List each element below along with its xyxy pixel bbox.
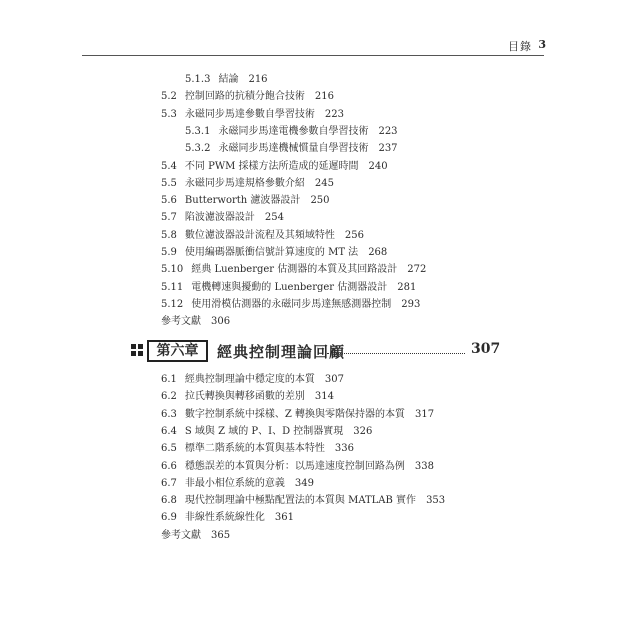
toc-entry-page: 223 [378,125,398,137]
toc-entry-number: 5.6 [161,195,177,207]
toc-entry-title: 拉氏轉換與轉移函數的差別 [184,391,305,403]
toc-entry-page: 256 [344,229,364,241]
toc-entry-page: 250 [310,195,330,207]
toc-entry-title: 結論 [218,74,239,85]
toc-entry-title: 永磁同步馬達參數自學習技術 [184,108,315,120]
toc-entry-page: 245 [314,177,334,189]
toc-entry-title: 使用編碼器脈衝信號計算速度的 MT 法 [184,247,359,258]
toc-entry-page: 254 [264,212,284,224]
toc-entry-number: 5.7 [161,212,177,224]
toc-entry [161,530,230,542]
toc-entry-page: 365 [211,529,231,541]
toc-entry-title: S 域與 Z 域的 P、I、D 控制器實現 [184,425,344,437]
toc-entry-page: 293 [401,298,421,310]
chapter-leader-dots [327,353,465,354]
toc-entry [161,391,334,403]
toc-entry-title: 參考文獻 [161,316,201,328]
toc-entry [161,282,416,294]
toc-entry-title: 非最小相位系統的意義 [184,477,285,489]
toc-entry-number: 5.12 [161,298,184,310]
chapter-label: 第六章 [147,340,208,362]
toc-entry [161,478,314,490]
toc-entry-page: 216 [314,91,334,103]
toc-entry-title: 使用滑模估測器的永磁同步馬達無感測器控制 [191,298,392,310]
toc-entry [161,91,334,103]
toc-entry [161,461,434,473]
toc-entry [161,264,426,276]
toc-entry-title: 永磁同步馬達機械慣量自學習技術 [218,143,369,155]
toc-entry-title: 非線性系統線性化 [184,512,265,524]
toc-entry-page: 240 [368,160,388,172]
toc-entry-number: 6.6 [161,460,177,472]
chapter-heading [131,340,501,364]
toc-entry-number: 6.7 [161,477,177,489]
toc-entry [161,178,334,190]
toc-entry-page: 272 [407,264,427,276]
toc-entry-title: 經典控制理論中穩定度的本質 [184,374,315,385]
toc-entry [185,126,398,138]
toc-entry-title: 電機轉速與擾動的 Luenberger 估測器設計 [191,281,388,293]
toc-entry-number: 6.4 [161,425,177,437]
toc-entry-page: 361 [274,512,294,524]
toc-entry-page: 237 [378,143,398,155]
toc-entry-page: 268 [368,247,388,258]
toc-entry-page: 223 [324,108,344,120]
toc-entry-page: 336 [334,443,354,455]
toc-entry-number: 5.10 [161,264,184,276]
chapter-marker-icon [131,344,145,360]
toc-entry-number: 5.9 [161,247,177,258]
toc-entry-number: 6.1 [161,374,177,385]
toc-entry [161,316,230,328]
toc-entry-number: 6.3 [161,408,177,420]
toc-entry-page: 306 [211,316,231,328]
toc-entry-number: 6.2 [161,391,177,403]
header-title: 目錄 [508,40,532,53]
toc-entry-page: 349 [294,477,314,489]
toc-entry-page: 338 [414,460,434,472]
toc-entry [161,161,388,173]
toc-entry-title: 穩態誤差的本質與分析：以馬達速度控制回路為例 [184,460,405,472]
toc-entry-number: 5.3 [161,108,177,120]
toc-entry [161,299,420,311]
toc-entry-page: 317 [415,408,435,420]
toc-entry [161,195,330,207]
toc-entry-title: 不同 PWM 採樣方法所造成的延遲時間 [184,160,359,172]
toc-entry-number: 5.3.1 [185,125,211,137]
toc-entry-title: 數字控制系統中採樣、Z 轉換與零階保持器的本質 [184,408,406,420]
chapter-title: 經典控制理論回顧 [217,343,346,361]
toc-entry [161,247,387,259]
toc-entry [185,74,268,86]
toc-entry-number: 5.3.2 [185,143,211,155]
toc-entry-title: 現代控制理論中極點配置法的本質與 MATLAB 實作 [184,495,417,507]
toc-entry [161,374,344,386]
toc-entry-title: 參考文獻 [161,529,201,541]
toc-entry-number: 6.5 [161,443,177,455]
toc-entry-number: 5.5 [161,177,177,189]
toc-entry-title: 永磁同步馬達電機參數自學習技術 [218,125,369,137]
toc-entry [161,109,344,121]
toc-entry-number: 5.2 [161,91,177,103]
toc-entry [161,230,364,242]
toc-entry [161,212,284,224]
toc-entry [185,143,398,155]
toc-entry-page: 307 [324,374,344,385]
toc-entry [161,512,294,524]
toc-entry-title: 控制回路的抗積分飽合技術 [184,91,305,103]
toc-entry [161,409,434,421]
toc-entry-number: 5.1.3 [185,74,211,85]
toc-entry-page: 326 [353,425,373,437]
toc-entry [161,443,354,455]
toc-entry-page: 353 [426,495,446,507]
toc-entry-page: 281 [397,281,417,293]
toc-entry-page: 314 [314,391,334,403]
toc-entry-title: 標準二階系統的本質與基本特性 [184,443,325,455]
toc-entry-title: 陷波濾波器設計 [184,212,255,224]
toc-entry-title: 數位濾波器設計流程及其頻域特性 [184,229,335,241]
toc-entry-number: 5.8 [161,229,177,241]
toc-entry-number: 6.8 [161,495,177,507]
toc-entry-title: 永磁同步馬達規格參數介紹 [184,177,305,189]
toc-entry-title: Butterworth 濾波器設計 [184,195,301,207]
toc-entry-number: 6.9 [161,512,177,524]
header-page-number: 3 [538,38,546,51]
toc-entry [161,495,445,507]
header-rule [82,55,544,56]
toc-entry [161,426,372,438]
chapter-page: 307 [471,341,501,357]
toc-entry-number: 5.4 [161,160,177,172]
toc-entry-number: 5.11 [161,281,184,293]
toc-entry-title: 經典 Luenberger 估測器的本質及其回路設計 [191,264,398,276]
toc-entry-page: 216 [248,74,268,85]
